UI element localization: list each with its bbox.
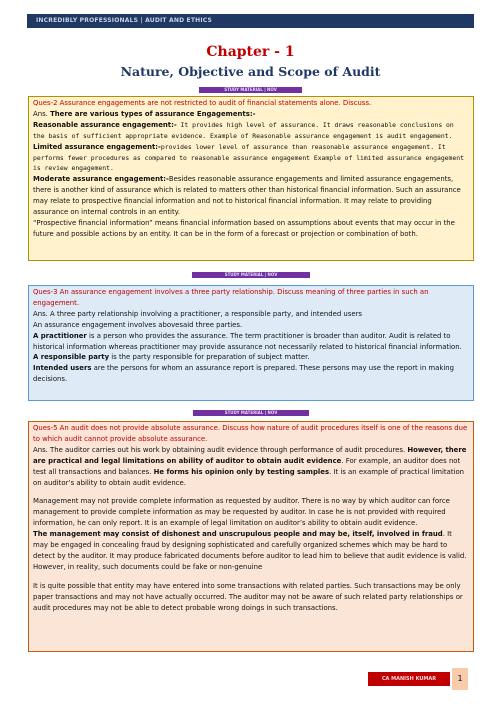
- responsible-party-para: [33, 352, 469, 363]
- answer-5-bold-b: He forms his opinion only by testing samples: [153, 467, 330, 476]
- answer-3-line2: An assurance engagement involves abovesaid three parties.: [33, 320, 243, 329]
- answer-5-para3-bold: The management may consist of dishonest and unscrupulous people and may be, itself, involved in fraud: [33, 530, 443, 539]
- answer-2-intro: [33, 109, 469, 120]
- answer-prefix: Ans.: [33, 109, 51, 118]
- answer-5-para1: [33, 445, 469, 489]
- answer-2-heading: There are various types of assurance Engagements:-: [50, 109, 256, 118]
- answer-5-para3: [33, 529, 469, 573]
- author-badge: CA MANISH KUMAR: [368, 672, 450, 686]
- reasonable-text: It provides high level of assurance. It draws reasonable conclusions on the basis of sufficient appropriate evidence. Example of Reasonable assurance engagement is audit engagement.: [33, 120, 454, 140]
- limited-term: Limited assurance engagement:-: [33, 142, 161, 151]
- answer-5-text-a: Ans. The auditor carries out his work by obtaining audit evidence through performance of audit procedures.: [33, 445, 408, 454]
- responsible-term: A responsible party: [33, 353, 110, 362]
- moderate-assurance-para: [33, 174, 469, 218]
- question-5-text: Ques-5 An audit does not provide absolute assurance. Discuss how nature of audit procedures itself is one of the reasons due to which audit cannot provide absolute assurance.: [33, 424, 468, 443]
- header-banner: INCREDIBLY PROFESSIONALS | AUDIT AND ETHICS: [27, 14, 474, 28]
- prospective-info-para: “Prospective financial information” means financial information based on assumptions about events that may occur in the future and possible actions by an entity. It can be in the form of a forecast or projection or combination of both.: [33, 218, 455, 238]
- practitioner-text: is a person who provides the assurance. The term practitioner is broader than auditor. Audit is related to historical information whereas practitioner may provide assurance not necessarily related to historical financial information.: [33, 331, 462, 351]
- answer-3-intro: Ans. A three party relationship involving a practitioner, a responsible party, and intended users: [33, 309, 363, 318]
- chapter-number: Chapter - 1: [206, 44, 295, 60]
- practitioner-term: A practitioner: [33, 331, 87, 340]
- limited-assurance-para: [33, 142, 469, 175]
- chapter-title: Nature, Objective and Scope of Audit: [120, 64, 381, 79]
- section-tag-2: STUDY MATERIAL | NOV: [192, 272, 310, 278]
- responsible-text: is the party responsible for preparation of subject matter.: [109, 353, 310, 362]
- answer-5-para3-text: . It may be engaged in concealing fraud by designing sophisticated and carefully organized schemes which may be hard to detect by the auditor. It may produce fabricated documents before auditor to lead him to believe that audit evidence is valid. However, in reality, such documents could be fake or non-genuine: [33, 530, 467, 571]
- reasonable-assurance-para: [33, 120, 469, 142]
- question-box-5: [28, 421, 474, 652]
- answer-5-bold-a: However, there are practical and legal limitations on ability of auditor to obtain audit evidence: [33, 445, 467, 465]
- answer-5-text-c: . It is an example of practical limitation on auditor’s ability to obtain audit evidence.: [33, 467, 465, 487]
- users-text: are the persons for whom an assurance report is prepared. These persons may use the report in making decisions.: [33, 364, 454, 384]
- section-tag-3: STUDY MATERIAL | NOV: [193, 410, 309, 416]
- moderate-term: Moderate assurance engagement:-: [33, 175, 169, 184]
- reasonable-term: Reasonable assurance engagement:-: [33, 120, 177, 129]
- answer-5-text-b: . For example, an auditor does not test all transactions and balances.: [33, 456, 461, 476]
- moderate-text: Besides reasonable assurance engagements and limited assurance engagements, there is another kind of assurance which is related to matters other than historical financial information. Such an assurance may relate to prospective financial information and not to historical financial information. It may relate to providing assurance on internal controls in an entity.: [33, 175, 461, 217]
- practitioner-para: [33, 331, 469, 353]
- users-term: Intended users: [33, 364, 92, 373]
- question-box-3: [28, 285, 474, 401]
- question-box-2: [28, 96, 474, 261]
- intended-users-para: [33, 363, 469, 385]
- answer-5-para4: It is quite possible that entity may have entered into some transactions with related parties. Such transactions may be only paper transactions and may not have actually occurred. The auditor may not be aware of such related party relationships or audit procedures may not be able to detect probable wrong doings in such transactions.: [33, 581, 463, 612]
- answer-5-para2: Management may not provide complete information as requested by auditor. There is no way by which auditor can force management to provide complete information as may be requested by auditor. In case he is not provided with required information, he can only report. It is an example of legal limitation on auditor’s ability to obtain audit evidence.: [33, 497, 450, 528]
- page-number: 1: [452, 668, 468, 690]
- question-3-text: Ques-3 An assurance engagement involves a three party relationship. Discuss meaning of three parties in such an engagement.: [33, 288, 429, 307]
- question-2-text: Ques-2 Assurance engagements are not restricted to audit of financial statements alone. Discuss.: [33, 99, 372, 107]
- limited-text: provides lower level of assurance than reasonable assurance engagement. It performs fewer procedures as compared to reasonable assurance engagement Example of limited assurance engagement is review engagement.: [33, 142, 464, 173]
- section-tag-1: STUDY MATERIAL | NOV: [199, 87, 302, 93]
